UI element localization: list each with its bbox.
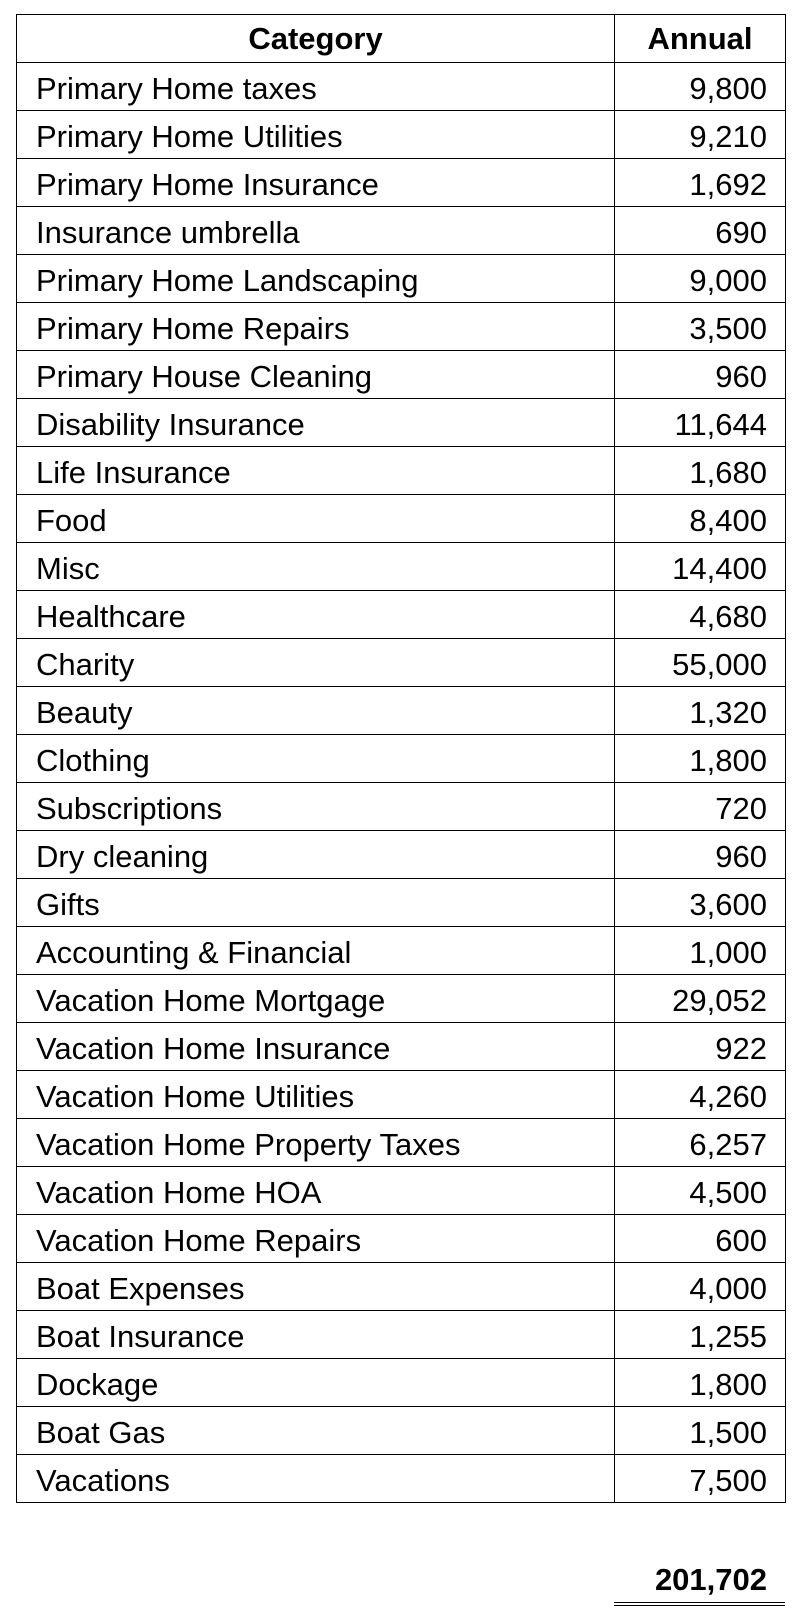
category-cell: Primary Home Landscaping (17, 255, 615, 303)
annual-cell: 29,052 (615, 975, 786, 1023)
annual-cell: 1,800 (615, 735, 786, 783)
category-cell: Vacation Home HOA (17, 1167, 615, 1215)
category-cell: Dockage (17, 1359, 615, 1407)
annual-cell: 1,680 (615, 447, 786, 495)
category-cell: Primary Home Repairs (17, 303, 615, 351)
annual-cell: 1,800 (615, 1359, 786, 1407)
table-row (17, 1263, 786, 1311)
table-row (17, 447, 786, 495)
category-cell: Dry cleaning (17, 831, 615, 879)
table-row (17, 879, 786, 927)
category-cell: Charity (17, 639, 615, 687)
category-cell: Misc (17, 543, 615, 591)
total-double-underline (614, 1602, 785, 1606)
table-row (17, 111, 786, 159)
table-row (17, 783, 786, 831)
category-cell: Life Insurance (17, 447, 615, 495)
table-row (17, 927, 786, 975)
category-cell: Insurance umbrella (17, 207, 615, 255)
category-cell: Primary Home Insurance (17, 159, 615, 207)
table-row (17, 543, 786, 591)
annual-cell: 720 (615, 783, 786, 831)
table-row (17, 1215, 786, 1263)
annual-cell: 8,400 (615, 495, 786, 543)
header-category: Category (17, 15, 615, 63)
category-cell: Vacation Home Insurance (17, 1023, 615, 1071)
category-cell: Primary Home Utilities (17, 111, 615, 159)
table-row (17, 591, 786, 639)
table-row (17, 351, 786, 399)
annual-cell: 922 (615, 1023, 786, 1071)
annual-cell: 6,257 (615, 1119, 786, 1167)
annual-cell: 9,000 (615, 255, 786, 303)
category-cell: Primary Home taxes (17, 63, 615, 111)
table-row (17, 207, 786, 255)
annual-cell: 1,500 (615, 1407, 786, 1455)
category-cell: Vacations (17, 1455, 615, 1503)
table-row (17, 639, 786, 687)
annual-cell: 9,210 (615, 111, 786, 159)
table-row (17, 159, 786, 207)
annual-cell: 4,500 (615, 1167, 786, 1215)
annual-cell: 9,800 (615, 63, 786, 111)
table-row (17, 1071, 786, 1119)
annual-cell: 1,000 (615, 927, 786, 975)
category-cell: Primary House Cleaning (17, 351, 615, 399)
category-cell: Clothing (17, 735, 615, 783)
annual-cell: 1,320 (615, 687, 786, 735)
category-cell: Vacation Home Utilities (17, 1071, 615, 1119)
category-cell: Subscriptions (17, 783, 615, 831)
table-row (17, 1119, 786, 1167)
annual-cell: 4,680 (615, 591, 786, 639)
table-row (17, 1167, 786, 1215)
table-row (17, 735, 786, 783)
table-row (17, 495, 786, 543)
category-cell: Vacation Home Mortgage (17, 975, 615, 1023)
annual-cell: 11,644 (615, 399, 786, 447)
category-cell: Healthcare (17, 591, 615, 639)
category-cell: Boat Gas (17, 1407, 615, 1455)
table-row (17, 1023, 786, 1071)
expense-table (16, 14, 786, 1503)
annual-cell: 600 (615, 1215, 786, 1263)
annual-cell: 960 (615, 831, 786, 879)
annual-cell: 4,000 (615, 1263, 786, 1311)
table-row (17, 255, 786, 303)
category-cell: Vacation Home Repairs (17, 1215, 615, 1263)
table-body (17, 63, 786, 1503)
category-cell: Beauty (17, 687, 615, 735)
table-row (17, 687, 786, 735)
category-cell: Boat Insurance (17, 1311, 615, 1359)
annual-cell: 3,600 (615, 879, 786, 927)
annual-cell: 1,255 (615, 1311, 786, 1359)
table-row (17, 1407, 786, 1455)
annual-cell: 960 (615, 351, 786, 399)
category-cell: Gifts (17, 879, 615, 927)
annual-cell: 55,000 (615, 639, 786, 687)
table-row (17, 399, 786, 447)
table-row (17, 1359, 786, 1407)
table-row (17, 1455, 786, 1503)
annual-cell: 690 (615, 207, 786, 255)
category-cell: Accounting & Financial (17, 927, 615, 975)
annual-cell: 14,400 (615, 543, 786, 591)
category-cell: Food (17, 495, 615, 543)
table-header (17, 15, 786, 63)
annual-cell: 1,692 (615, 159, 786, 207)
table-row (17, 975, 786, 1023)
table-row (17, 831, 786, 879)
table-row (17, 303, 786, 351)
header-row (17, 15, 786, 63)
category-cell: Disability Insurance (17, 399, 615, 447)
category-cell: Boat Expenses (17, 1263, 615, 1311)
table-row (17, 1311, 786, 1359)
annual-cell: 4,260 (615, 1071, 786, 1119)
annual-cell: 7,500 (615, 1455, 786, 1503)
total-value: 201,702 (654, 1562, 767, 1597)
table-row (17, 63, 786, 111)
header-annual: Annual (615, 15, 786, 63)
annual-cell: 3,500 (615, 303, 786, 351)
category-cell: Vacation Home Property Taxes (17, 1119, 615, 1167)
